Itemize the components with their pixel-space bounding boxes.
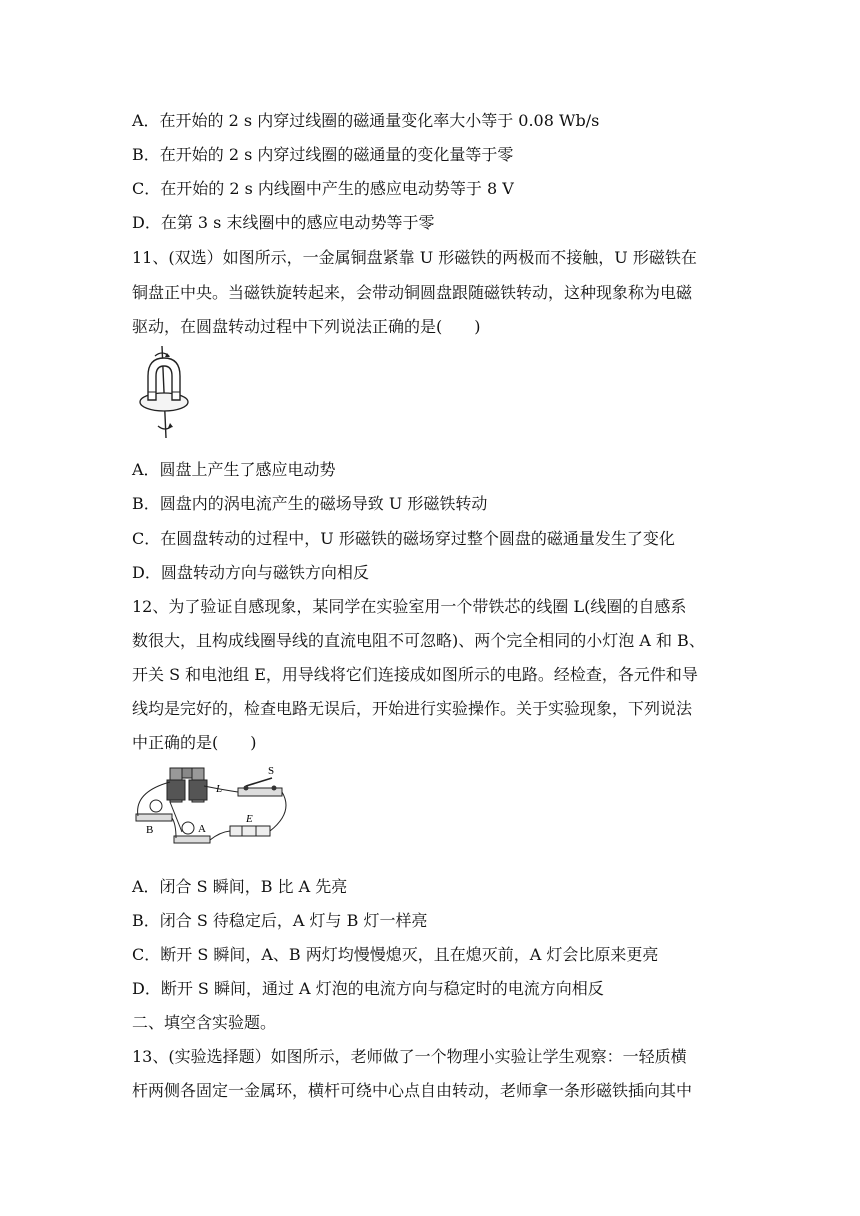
q11-option-d: D．圆盘转动方向与磁铁方向相反 <box>132 563 369 582</box>
switch-label: S <box>268 765 275 777</box>
q11-option-c: C．在圆盘转动的过程中，U 形磁铁的磁场穿过整个圆盘的磁通量发生了变化 <box>132 529 675 548</box>
q11-stem-line: 驱动，在圆盘转动过程中下列说法正确的是( ) <box>132 317 481 336</box>
q12-stem-line: 线均是完好的，检查电路无误后，开始进行实验操作。关于实验现象，下列说法 <box>132 699 693 718</box>
q11-stem-line: 11、(双选）如图所示，一金属铜盘紧靠 U 形磁铁的两极而不接触，U 形磁铁在 <box>132 248 697 267</box>
q12-option-b: B．闭合 S 待稳定后，A 灯与 B 灯一样亮 <box>132 911 428 930</box>
q13-stem-line: 13、(实验选择题）如图所示，老师做了一个物理小实验让学生观察：一轻质横 <box>132 1047 687 1066</box>
q13-stem-line: 杆两侧各固定一金属环，横杆可绕中心点自由转动，老师拿一条形磁铁插向其中 <box>132 1081 693 1100</box>
q10-option-c: C．在开始的 2 s 内线圈中产生的感应电动势等于 8 V <box>132 179 514 198</box>
q10-option-d: D．在第 3 s 末线圈中的感应电动势等于零 <box>132 213 435 232</box>
section-heading: 二、填空含实验题。 <box>132 1013 277 1032</box>
q11-stem-line: 铜盘正中央。当磁铁旋转起来，会带动铜圆盘跟随磁铁转动，这种现象称为电磁 <box>132 283 693 302</box>
bulb-a-label: A <box>198 823 206 835</box>
inductor-label: L <box>216 783 223 795</box>
self-inductance-circuit-figure <box>134 762 294 852</box>
battery-label: E <box>246 813 253 825</box>
q10-option-b: B．在开始的 2 s 内穿过线圈的磁通量的变化量等于零 <box>132 145 514 164</box>
q10-option-a: A．在开始的 2 s 内穿过线圈的磁通量变化率大小等于 0.08 Wb/s <box>132 111 600 130</box>
q12-option-c: C．断开 S 瞬间，A、B 两灯均慢慢熄灭，且在熄灭前，A 灯会比原来更亮 <box>132 945 659 964</box>
q12-stem-line: 开关 S 和电池组 E，用导线将它们连接成如图所示的电路。经检查，各元件和导 <box>132 665 698 684</box>
q12-stem-line: 数很大，且构成线圈导线的直流电阻不可忽略)、两个完全相同的小灯泡 A 和 B、 <box>132 631 705 650</box>
q11-option-a: A．圆盘上产生了感应电动势 <box>132 460 336 479</box>
bulb-b-label: B <box>146 824 154 836</box>
q12-stem-line: 12、为了验证自感现象，某同学在实验室用一个带铁芯的线圈 L(线圈的自感系 <box>132 597 687 616</box>
q12-stem-line: 中正确的是( ) <box>132 733 257 752</box>
q12-option-a: A．闭合 S 瞬间，B 比 A 先亮 <box>132 877 348 896</box>
q11-option-b: B．圆盘内的涡电流产生的磁场导致 U 形磁铁转动 <box>132 494 488 513</box>
q12-option-d: D．断开 S 瞬间，通过 A 灯泡的电流方向与稳定时的电流方向相反 <box>132 979 604 998</box>
copper-disc-magnet-figure <box>136 344 196 440</box>
